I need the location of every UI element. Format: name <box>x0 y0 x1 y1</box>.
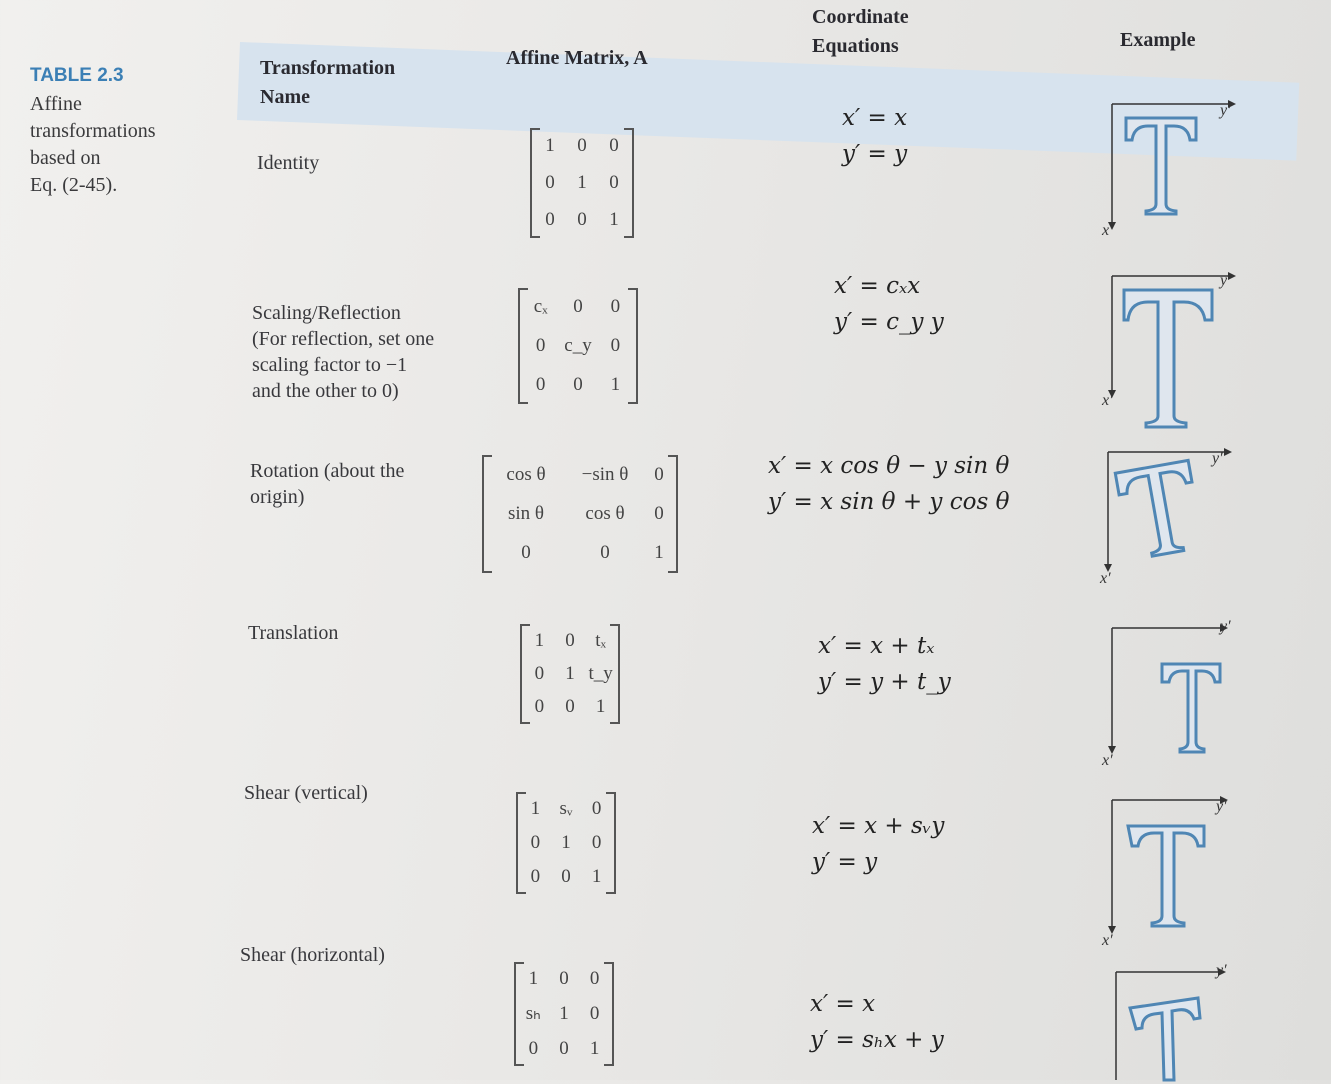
caption-line: Affine <box>30 93 82 115</box>
x-axis-label: x′ <box>1102 932 1113 949</box>
x-axis-label: x′ <box>1100 570 1111 587</box>
matrix-cell: tₓ <box>595 629 607 651</box>
row-name-line: Rotation (about the <box>250 460 405 482</box>
example-scaling <box>1102 272 1248 432</box>
row-name-line: Shear (horizontal) <box>240 944 385 966</box>
matrix-cell: 0 <box>535 373 546 395</box>
matrix-cell: 0 <box>565 696 575 718</box>
caption-line: transformations <box>30 120 156 142</box>
equation-line: y′ = sₕx + y <box>810 1027 944 1053</box>
equation-line: y′ = y <box>812 849 878 875</box>
example-translation <box>1102 618 1248 774</box>
x-axis-label: x′ <box>1102 392 1113 409</box>
col-header-matrix: Affine Matrix, A <box>506 47 648 69</box>
y-axis-label: y′ <box>1220 102 1231 119</box>
matrix-cell: sᵥ <box>559 798 573 819</box>
y-axis-label: y′ <box>1220 272 1231 289</box>
matrix-cell: 1 <box>528 968 539 990</box>
matrix-cell: 0 <box>559 968 569 990</box>
example-shear-horizontal <box>1112 962 1252 1080</box>
matrix-cell: cₓ <box>533 296 548 318</box>
row-name-line: Identity <box>257 152 320 174</box>
col-header-name-line: Transformation <box>260 57 396 79</box>
matrix-cell: sin θ <box>507 502 545 524</box>
matrix-cell: 0 <box>534 662 545 684</box>
matrix-cell: 0 <box>610 334 621 356</box>
col-header-equations-line: Coordinate <box>812 6 909 28</box>
matrix-cell: 0 <box>545 208 555 230</box>
matrix-cell: cos θ <box>585 502 625 524</box>
matrix-cell: 0 <box>565 629 575 651</box>
equations-shear-vertical <box>812 808 944 880</box>
matrix-cell: 1 <box>577 171 587 193</box>
example-rotation <box>1100 448 1244 598</box>
x-axis-label: x′ <box>1102 222 1113 239</box>
matrix-cell: 0 <box>530 866 541 887</box>
row-name-translation <box>248 620 338 646</box>
equation-line: x′ = x cos θ − y sin θ <box>768 453 1010 479</box>
matrix-cell: 0 <box>521 542 531 564</box>
matrix-cell: 1 <box>609 208 619 230</box>
equations-scaling <box>834 268 944 340</box>
equations-identity <box>842 100 907 172</box>
matrix-cell: 1 <box>561 832 571 853</box>
equation-line: y′ = y + t_y <box>818 669 951 695</box>
row-name-scaling <box>252 300 434 404</box>
row-name-shear-horizontal <box>240 942 385 968</box>
matrix-cell: 0 <box>589 968 600 990</box>
col-header-name <box>260 54 395 112</box>
matrix-rotation <box>486 455 674 573</box>
matrix-cell: 0 <box>573 373 583 395</box>
equations-translation <box>818 628 951 700</box>
matrix-scaling <box>522 288 634 404</box>
matrix-cell: 0 <box>591 798 602 819</box>
equations-shear-horizontal <box>810 986 944 1058</box>
row-name-line: scaling factor to −1 <box>252 354 408 376</box>
matrix-cell: 0 <box>609 171 619 193</box>
row-name-line: origin) <box>250 486 305 508</box>
row-name-identity <box>257 150 319 176</box>
matrix-cell: 0 <box>530 832 541 853</box>
matrix-shear-horizontal <box>518 962 610 1066</box>
table-number: TABLE 2.3 <box>30 65 124 86</box>
y-axis-label: y′ <box>1220 618 1231 635</box>
matrix-cell: 0 <box>573 296 583 318</box>
col-header-equations-line: Equations <box>812 35 899 57</box>
y-axis-label: y′ <box>1212 450 1223 467</box>
example-identity <box>1102 100 1248 250</box>
matrix-cell: 0 <box>559 1037 569 1059</box>
matrix-cell: cos θ <box>506 463 546 485</box>
col-header-example: Example <box>1120 29 1196 51</box>
caption-line: Eq. (2-45). <box>30 174 118 196</box>
matrix-cell: 0 <box>609 135 619 157</box>
col-header-equations <box>812 3 909 61</box>
matrix-cell: 0 <box>577 135 587 157</box>
equation-line: x′ = x + tₓ <box>818 633 935 659</box>
matrix-cell: 0 <box>654 463 664 485</box>
matrix-cell: 1 <box>591 866 602 887</box>
equation-line: x′ = x + sᵥy <box>812 813 945 839</box>
matrix-cell: 1 <box>595 696 606 718</box>
equations-rotation <box>768 448 1009 520</box>
matrix-cell: 0 <box>591 832 602 853</box>
row-name-rotation <box>250 458 404 510</box>
matrix-identity <box>534 128 630 238</box>
equation-line: x′ = cₓx <box>834 273 921 299</box>
y-axis-label: y′ <box>1216 798 1227 815</box>
matrix-cell: 1 <box>654 542 664 564</box>
table-caption <box>30 62 156 199</box>
matrix-cell: −sin θ <box>581 463 629 485</box>
matrix-cell: 1 <box>545 135 555 157</box>
example-shear-vertical <box>1102 796 1248 949</box>
row-name-line: Scaling/Reflection <box>252 302 401 324</box>
equation-line: x′ = x <box>842 105 908 131</box>
matrix-cell: 0 <box>600 542 610 564</box>
matrix-cell: sₕ <box>525 1003 541 1025</box>
row-name-line: Translation <box>248 622 339 644</box>
row-name-line: Shear (vertical) <box>244 782 368 804</box>
matrix-cell: 0 <box>610 296 621 318</box>
matrix-cell: 0 <box>535 334 546 356</box>
equation-line: y′ = y <box>842 141 908 167</box>
matrix-cell: c_y <box>564 334 592 356</box>
col-header-name-line: Name <box>260 86 310 108</box>
row-name-line: (For reflection, set one <box>252 328 435 350</box>
matrix-cell: 1 <box>589 1037 600 1059</box>
matrix-cell: 1 <box>559 1002 569 1024</box>
equation-line: y′ = c_y y <box>834 309 944 335</box>
matrix-cell: 0 <box>545 171 555 193</box>
matrix-cell: 1 <box>530 798 541 819</box>
matrix-cell: 1 <box>534 629 545 651</box>
matrix-cell: 0 <box>577 208 587 230</box>
matrix-cell: 0 <box>528 1037 539 1059</box>
caption-line: based on <box>30 147 101 169</box>
x-axis-label: x′ <box>1102 752 1113 769</box>
matrix-cell: 1 <box>610 373 621 395</box>
matrix-cell: 0 <box>589 1002 600 1024</box>
y-axis-label: y′ <box>1216 962 1227 979</box>
matrix-cell: 0 <box>561 866 571 887</box>
matrix-cell: t_y <box>588 662 613 684</box>
matrix-shear-vertical <box>520 792 612 894</box>
row-name-shear-vertical <box>244 780 368 806</box>
equation-line: x′ = x <box>810 991 876 1017</box>
equation-line: y′ = x sin θ + y cos θ <box>768 489 1010 515</box>
matrix-cell: 1 <box>565 662 575 684</box>
row-name-line: and the other to 0) <box>252 380 399 402</box>
matrix-translation <box>524 624 616 724</box>
matrix-cell: 0 <box>654 502 664 524</box>
matrix-cell: 0 <box>534 696 545 718</box>
